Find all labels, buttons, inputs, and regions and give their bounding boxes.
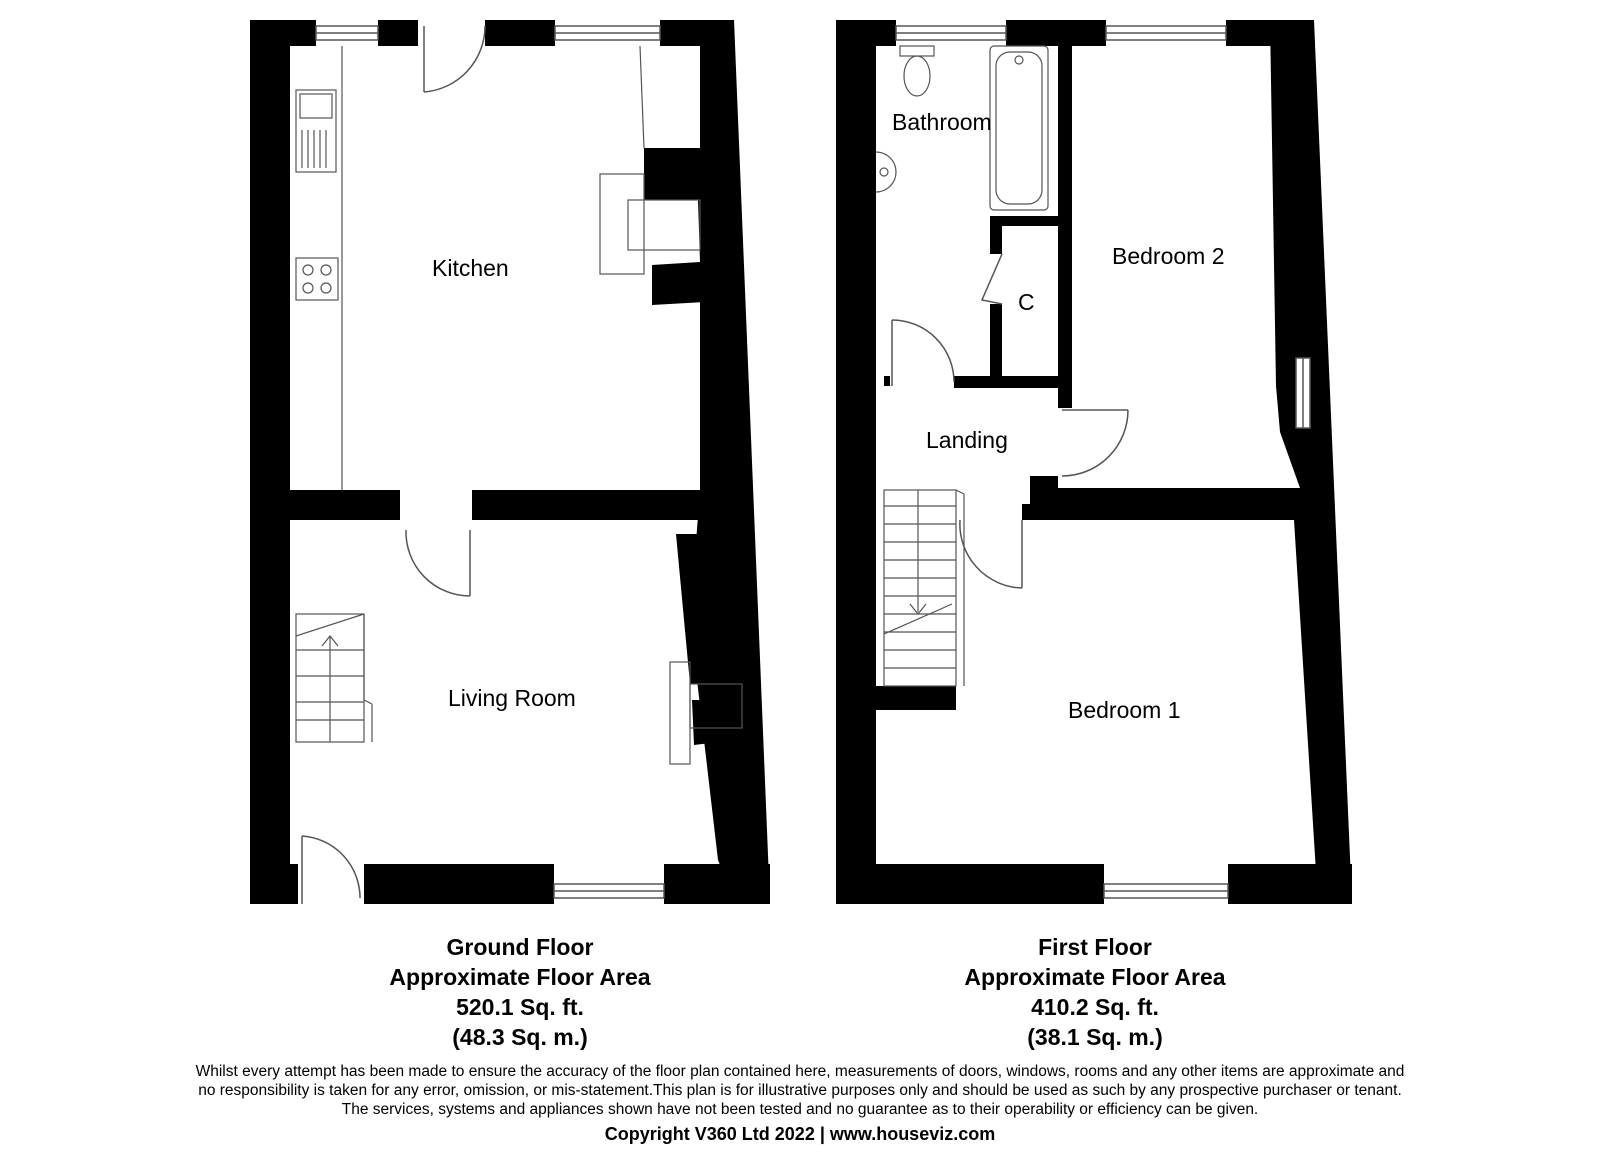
ground-floor-title: Ground Floor (446, 934, 594, 960)
disclaimer-line: no responsibility is taken for any error, omission, or mis-statement.This plan is for illustrative purposes only and should be used as such by any prospective purchaser or tenant. (198, 1082, 1402, 1099)
ground-floor-windows (316, 26, 664, 898)
disclaimer-line: The services, systems and appliances shown have not been tested and no guarantee as to their operability or efficiency can be given. (341, 1101, 1259, 1118)
room-label-cupboard: C (1018, 289, 1035, 315)
landing-stairs (884, 490, 964, 686)
room-label-bathroom: Bathroom (892, 109, 992, 135)
ground-floor-walls (250, 20, 770, 904)
room-label-landing: Landing (926, 427, 1008, 453)
disclaimer (60, 1062, 1540, 1119)
first-floor-plan (836, 20, 1352, 904)
room-label-bedroom-2: Bedroom 2 (1112, 243, 1225, 269)
ground-floor-caption (240, 932, 800, 1052)
first-floor-area-label: Approximate Floor Area (964, 964, 1226, 990)
disclaimer-line: Whilst every attempt has been made to ensure the accuracy of the floor plan contained here, measurements of doors, windows, rooms and any other items are approximate and (195, 1063, 1405, 1080)
room-label-living-room: Living Room (448, 685, 576, 711)
ground-floor-area-sqft: 520.1 Sq. ft. (456, 994, 584, 1020)
first-floor-walls (836, 20, 1352, 904)
ground-floor-plan (250, 20, 770, 904)
copyright-notice: Copyright V360 Ltd 2022 | www.houseviz.com (604, 1124, 996, 1144)
ground-floor-doors (302, 26, 485, 904)
ground-floor-area-sqm: (48.3 Sq. m.) (452, 1024, 588, 1050)
first-floor-area-sqft: 410.2 Sq. ft. (1031, 994, 1159, 1020)
first-floor-caption (815, 932, 1375, 1052)
ground-floor-area-label: Approximate Floor Area (389, 964, 651, 990)
first-floor-area-sqm: (38.1 Sq. m.) (1027, 1024, 1163, 1050)
first-floor-doors (892, 254, 1128, 588)
first-floor-title: First Floor (1038, 934, 1152, 960)
room-label-bedroom-1: Bedroom 1 (1068, 697, 1181, 723)
room-label-kitchen: Kitchen (432, 255, 509, 281)
